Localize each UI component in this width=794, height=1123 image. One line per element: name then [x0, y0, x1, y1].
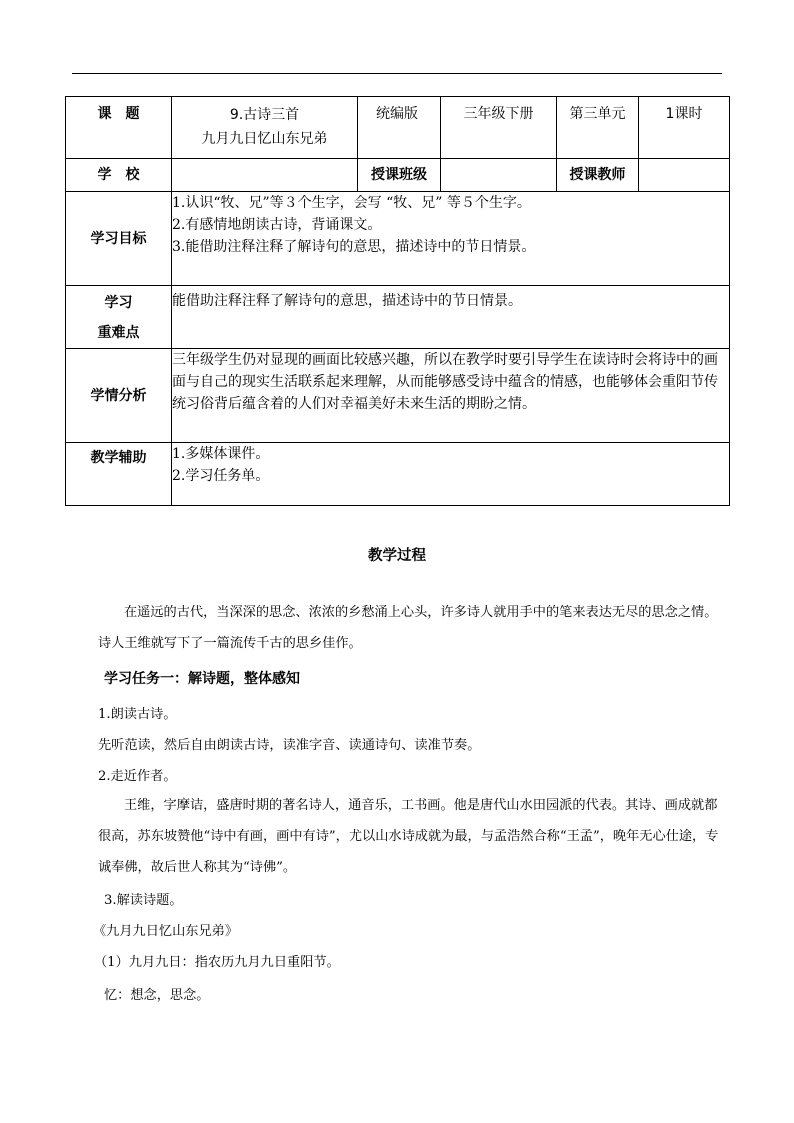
step2: 2.走近作者。: [98, 769, 177, 784]
note-2: 忆：想念，思念。: [104, 988, 210, 1003]
aid-item: 1.多媒体课件。: [172, 446, 270, 462]
key-label-line2: 重难点: [97, 325, 140, 341]
key-difficulty-label: [66, 286, 172, 349]
header-rule: [72, 73, 722, 74]
table-row: [66, 349, 730, 443]
goals-cell: [172, 192, 730, 286]
poem-title: 九月九日忆山东兄弟: [201, 131, 328, 147]
lesson-number-title: 9.古诗三首: [229, 107, 300, 123]
step3: 3.解读诗题。: [104, 893, 183, 908]
intro-paragraph: [98, 597, 720, 659]
lesson-info-table: [65, 96, 730, 506]
table-row: [66, 192, 730, 286]
teacher-label: 授课教师: [557, 159, 639, 192]
aids-cell: [172, 443, 730, 506]
goal-item: 2.有感情地朗读古诗，背诵课文。: [172, 217, 382, 233]
key-difficulty-text: 能借助注释注释了解诗句的意思，描述诗中的节日情景。: [172, 286, 730, 349]
analysis-label: 学情分析: [66, 349, 172, 443]
goal-item: 3.能借助注释注释了解诗句的意思，描述诗中的节日情景。: [172, 239, 536, 255]
step1: 1.朗读古诗。: [98, 707, 177, 722]
author-text: 王维，字摩诘，盛唐时期的著名诗人，通音乐，工书画。他是唐代山水田园派的代表。其诗、画成就都很高，苏东坡赞他“诗中有画，画中有诗”，尤以山水诗成就为最，与孟浩然合称“王孟”，晚年无心仕途，专诚奉佛，故后世人称其为“诗佛”。: [98, 798, 719, 875]
goal-item: 1.认识“牧、兄”等３个生字，会写 “牧、兄” 等５个生字。: [172, 195, 531, 211]
teacher-value: [639, 159, 730, 192]
aid-item: 2.学习任务单。: [172, 468, 270, 484]
class-hours: 1课时: [639, 97, 730, 159]
table-row: [66, 286, 730, 349]
key-label-line1: 学习: [104, 295, 133, 311]
grade: 三年级下册: [441, 97, 557, 159]
school-value: [172, 159, 358, 192]
class-value: [441, 159, 557, 192]
poem-title-line: 《九月九日忆山东兄弟》: [93, 924, 239, 939]
note-1: （1）九月九日：指农历九月九日重阳节。: [94, 955, 340, 970]
edition: 统编版: [358, 97, 441, 159]
aids-label: 教学辅助: [66, 443, 172, 506]
table-row: [66, 443, 730, 506]
table-row: [66, 97, 730, 159]
process-heading: 教学过程: [368, 548, 426, 564]
lesson-title-cell: [172, 97, 358, 159]
analysis-text: 三年级学生仍对显现的画面比较感兴趣，所以在教学时要引导学生在读诗时会将诗中的画面与自己的现实生活联系起来理解，从而能够感受诗中蕴含的情感，也能够体会重阳节传统习俗背后蕴含着的人们对幸福美好未来生活的期盼之情。: [172, 349, 730, 443]
table-row: [66, 159, 730, 192]
intro-text: 在遥远的古代，当深深的思念、浓浓的乡愁涌上心头，许多诗人就用手中的笔来表达无尽的思念之情。诗人王维就写下了一篇流传千古的思乡佳作。: [98, 605, 718, 651]
unit: 第三单元: [557, 97, 639, 159]
task1-title: 学习任务一：解诗题，整体感知: [104, 671, 300, 687]
school-label: 学 校: [66, 159, 172, 192]
author-paragraph: [98, 790, 720, 883]
course-label: 课 题: [66, 97, 172, 159]
goals-label: 学习目标: [66, 192, 172, 286]
step1-detail: 先听范读，然后自由朗读古诗，读准字音、读通诗句、读准节奏。: [98, 738, 481, 753]
class-label: 授课班级: [358, 159, 441, 192]
